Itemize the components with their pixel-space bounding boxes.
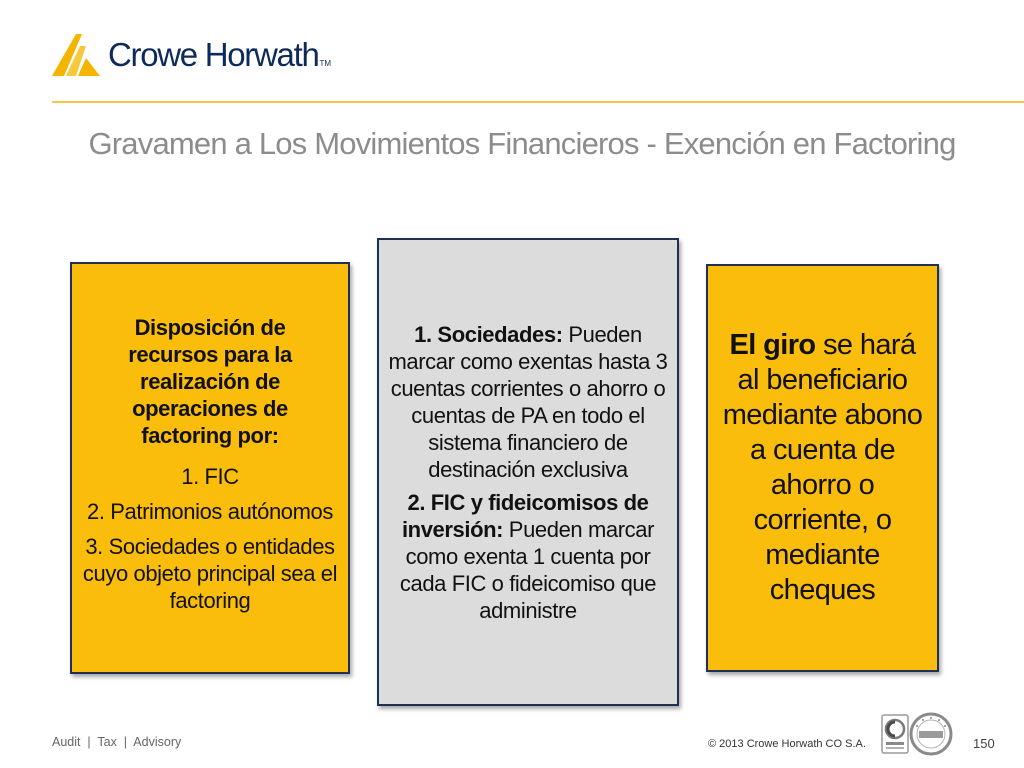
slide-title: Gravamen a Los Movimientos Financieros - Exención en Factoring (88, 126, 956, 161)
box-mid-sociedades-heading: 1. Sociedades: (414, 321, 563, 347)
logo-wordmark: Crowe HorwathTM (108, 36, 332, 73)
crowe-horwath-peak-icon (52, 32, 102, 78)
footer-copyright: © 2013 Crowe Horwath CO S.A. (708, 738, 866, 750)
box-giro (706, 264, 939, 672)
box-mid-fic-text: Pueden marcar como exenta 1 cuenta por cada FIC o fideicomiso que administre (399, 516, 657, 623)
box-mid-sociedades (387, 321, 669, 483)
box-mid-fic-heading: 2. FIC y fideicomisos de inversión: (401, 489, 649, 542)
page-number: 150 (973, 736, 995, 751)
box-exempt-accounts (377, 238, 679, 706)
box-mid-sociedades-text: Pueden marcar como exentas hasta 3 cuentas corrientes o ahorro o cuentas de PA en todo el sistema financiero de destinación exclusiva (388, 321, 668, 482)
box-left-item-sociedades: 3. Sociedades o entidades cuyo objeto principal sea el factoring (82, 534, 338, 613)
box-left-lead: Disposición de recursos para la realización de operaciones de factoring por: (128, 315, 292, 448)
box-right-body: se hará al beneficiario mediante abono a cuenta de ahorro o corriente, o mediante cheques (722, 329, 923, 606)
iso-9001-certification-icon (881, 714, 909, 754)
crowe-horwath-logo (52, 32, 332, 80)
box-right-heading: El giro (729, 329, 816, 361)
footer-services: Audit | Tax | Advisory (52, 735, 182, 749)
box-left-item-fic: 1. FIC (181, 464, 239, 489)
box-factoring-disposition (70, 262, 350, 674)
logo-trademark: TM (319, 59, 332, 68)
box-right-text (718, 328, 927, 608)
box-mid-fic (387, 489, 669, 624)
header-divider (52, 101, 1024, 103)
iqnet-certification-seal-icon (909, 712, 953, 756)
box-left-item-patrimonios: 2. Patrimonios autónomos (87, 499, 333, 524)
